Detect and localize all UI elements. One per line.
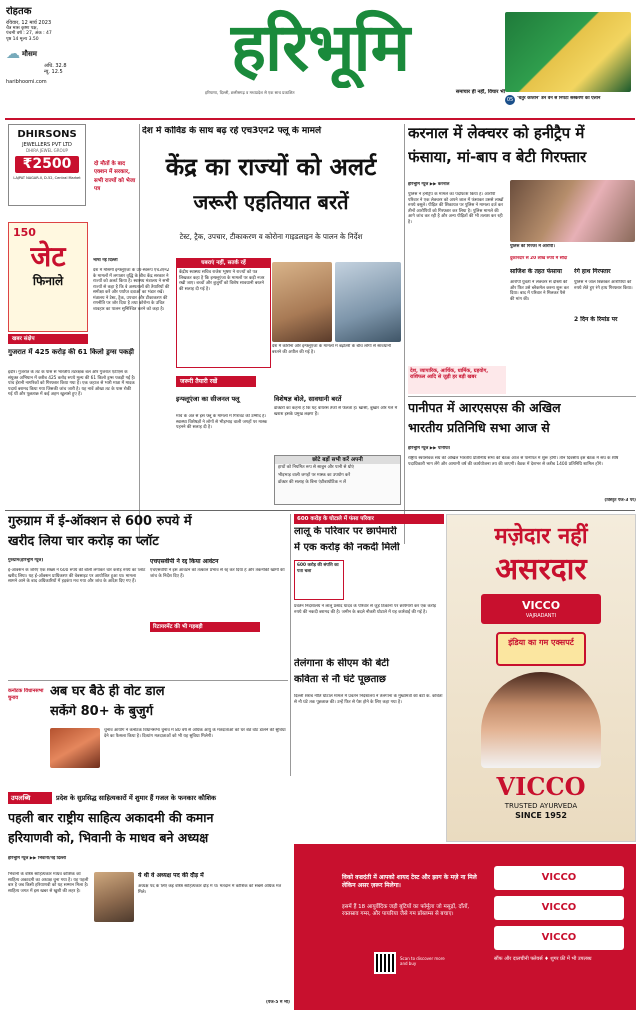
bottom-sub-text: अध्यक्ष पद के लिए कई वरिष्ठ साहित्यकार दौड़ में थे। मतदान में कौशिक को सबसे अधिक मत मिले। xyxy=(138,884,282,895)
edition-city: रोहतक xyxy=(6,6,32,17)
upper-section-rule xyxy=(5,510,635,511)
vicco-pack-2: VICCO xyxy=(494,896,624,920)
covid-col2-text: डॉक्टरों का कहना है कि यह वायरस तेजी से फैलता है। खांसी, बुखार और गले में खराश इसके प्रमुख लक्षण हैं। xyxy=(274,406,398,417)
karnal-img-caption: पुलिस की गिरफ्त में आरोपी। xyxy=(510,244,555,249)
ad-vicco xyxy=(446,514,636,842)
karnal-photo xyxy=(510,180,635,242)
karnal-bottom-rule xyxy=(408,396,636,397)
covid-headline-2: जरूरी एहतियात बरतें xyxy=(193,190,349,214)
bottom-byline: हरिभूमि न्यूज ▶▶ भिवानी/नई दिल्ली xyxy=(8,856,66,861)
vicco-pack-product: VAJRADANTI xyxy=(525,612,557,619)
lalu-headline-1: लालू के परिवार पर छापेमारी xyxy=(294,526,397,537)
masthead-logo xyxy=(170,8,470,88)
dhirsons-name: DHIRSONS xyxy=(17,129,77,140)
covid-byline: भाषा नई दिल्ली xyxy=(93,258,118,263)
panipat-headline-1: पानीपत में आरएसएस की अखिल xyxy=(408,400,561,415)
vicco-footer: सौंफ और दालचीनी फ्लेवर्स ♦ शुगर फ्री में भी उपलब्ध xyxy=(494,956,592,962)
logo-text: हरिभूमि xyxy=(230,8,410,86)
gurugram-sub2-head: रिटायरमेंट की भी गड़बड़ी xyxy=(150,622,260,632)
vote-body: चुनाव आयोग ने कर्नाटक विधानसभा चुनाव में 80 वर्ष से अधिक आयु के मतदाताओं को घर बैठे वोट डालने की सुविधा देने का फैसला किया है। दिव्यांग मतदाताओं को भी यह सुविधा मिलेगी। xyxy=(104,728,286,739)
vicco-model-photo xyxy=(481,672,601,768)
dhirsons-sub: JEWELLERS PVT LTD xyxy=(22,141,72,148)
karnal-note-2: 2 दिन के रिमांड पर xyxy=(574,316,618,323)
covid-banner: देश में कोविड के साथ बढ़ रहे एच3एन2 फ्लू के मामले xyxy=(142,126,322,136)
covid-col2-box-head: छोटे बड़ों सभी करें अपनी xyxy=(275,456,400,464)
covid-box-text: केंद्रीय स्वास्थ्य सचिव राजेश भूषण ने राज्यों को पत्र लिखकर कहा है कि इन्फ्लूएंजा के मामलों पर कड़ी नजर रखी जाए। बच्चों और बुजुर्गों को विशेष सावधानी बरतने की सलाह दी गई है। xyxy=(179,270,265,292)
karnal-sub1-head: साजिश के तहत फंसाया xyxy=(510,268,562,275)
mid-col-divider xyxy=(404,124,405,544)
covid-img-caption: देश में कोरोना और इन्फ्लूएंजा के मामलों में बढ़ोतरी के बीच लोगों से सावधानी बरतने की अपील की गई है। xyxy=(272,344,391,355)
covid-headline-1: केंद्र का राज्यों को अलर्ट xyxy=(165,153,377,181)
brief1-headline: गुजरात में 425 करोड़ की 61 किलो ड्रग्स पकड़ी xyxy=(8,348,134,356)
dhirsons-address: LAJPAT NAGAR-II, D-52, Central Market xyxy=(13,176,81,181)
telangana-headline-2: कविता से नौ घंटे पूछताछ xyxy=(294,674,386,685)
covid-box xyxy=(176,258,271,368)
edition-date: रविवार, 12 मार्च 2023 xyxy=(6,19,52,26)
covid-box-label: घबराएं नहीं, सतर्क रहें xyxy=(177,259,270,268)
telangana-headline-1: तेलंगाना के सीएम की बेटी xyxy=(294,658,389,669)
lalu-headline-2: में एक करोड़ की नकदी मिली xyxy=(294,542,400,553)
panipat-byline: हरिभूमि न्यूज ▶▶ पानीपत xyxy=(408,446,450,451)
vicco-bottom-band xyxy=(294,844,636,1010)
vicco-pack-1: VICCO xyxy=(494,866,624,890)
edition-line-2: पंचमी वर्ष : 27, अंक : 47 xyxy=(6,31,52,37)
weather-label: मौसम xyxy=(22,50,37,58)
karnal-strip: देश, व्यापारिक, आर्थिक, धार्मिक, ग्रहयोग, राशिफल आदि से जुड़ी हर बड़ी खबर xyxy=(408,366,506,394)
karnal-headline-2: फंसाया, मां-बाप व बेटी गिरफ्तार xyxy=(408,148,587,166)
cloud-icon: ☁ xyxy=(6,45,20,62)
masthead-left-info xyxy=(6,6,124,118)
vicco-bottom-text-2: इसमें हैं 18 आयुर्वेदिक जड़ी बूटियों का फॉर्मूला जो मसूढ़ों, दाँतों, रक्तस्राव गम्स, और पायरिया जैसे गम प्रॉब्लम्स से बचाए। xyxy=(342,904,470,917)
karnal-headline-1: करनाल में लेक्चरर को हनीट्रैप में xyxy=(408,124,585,142)
vicco-pack-3: VICCO xyxy=(494,926,624,950)
vote-tag: कर्नाटक विधानसभा चुनाव xyxy=(8,688,44,701)
dhirsons-offer: ₹2500 xyxy=(15,156,79,174)
bottom-body: भिवानी के वरिष्ठ साहित्यकार माधव कौशिक को साहित्य अकादमी का अध्यक्ष चुना गया है। यह पहली बार है जब किसी हरियाणवी को यह सम्मान मिला है। साहित्य जगत में इस खबर से खुशी की लहर है। xyxy=(8,872,89,894)
covid-bullet-2: भीड़भाड़ वाली जगहों पर मास्क का उपयोग करें xyxy=(278,472,351,478)
promo-badge: 05 xyxy=(506,97,514,103)
jet-subtitle: फिनाले xyxy=(32,273,64,288)
madhav-photo xyxy=(94,872,134,922)
covid-col2-box xyxy=(274,455,401,505)
edition-line-1: चैत्र मास कृष्ण पक्ष, xyxy=(6,25,38,31)
vicco-badge: इंडिया का गम एक्सपर्ट xyxy=(496,632,586,666)
gurugram-bottom-rule xyxy=(8,680,288,681)
khabar-label: खबर संक्षेप xyxy=(8,334,88,344)
lalu-body: प्रवर्तन निदेशालय ने लालू प्रसाद यादव के परिवार से जुड़े ठिकानों पर छापेमारी कर एक करोड़ रुपये की नकदी बरामद की है। जमीन के बदले नौकरी घोटाले में यह कार्रवाई की गई है। xyxy=(294,604,437,615)
gurugram-headline-2: खरीद लिया चार करोड़ का प्लॉट xyxy=(8,534,159,549)
bottom-source: (पेज-5 में भी) xyxy=(265,1000,290,1005)
gurugram-sub-head: एचएसवीपी ने रद्द किया आवंटन xyxy=(150,558,219,565)
karnal-body: पुलिस ने हनीट्रैप के मामले का पर्दाफाश किया है। आरोपी परिवार ने एक लेक्चरर को अपने जाल में फंसाकर उससे लाखों रुपये वसूले। पीड़ित की शिकायत पर पुलिस ने मामला दर्ज कर तीनों आरोपियों को गिरफ्तार कर लिया है। पुलिस मामले की आगे जांच कर रही है और अन्य पीड़ितों की भी तलाश कर रही है। xyxy=(408,192,504,225)
lalu-banner: 600 करोड़ के घोटाले में फंसा परिवार xyxy=(294,514,444,524)
scan-text: Scan to discover more and buy xyxy=(400,956,445,966)
covid-photo-2 xyxy=(335,262,401,342)
bottom-label: उपलब्धि xyxy=(8,792,52,804)
karnal-sub2-text: पुलिस ने जाल बिछाकर आरोपियों को रुपये लेते हुए रंगे हाथ गिरफ्तार किया। xyxy=(574,280,633,291)
temp-max: अधि. 32.8 xyxy=(44,63,67,70)
vicco-headline-1: मज़ेदार नहीं xyxy=(494,523,588,549)
covid-col1-text: मार्च के अंत से इस फ्लू के मामलों में गिरावट की उम्मीद है। स्वास्थ्य विशेषज्ञों ने लोगों से भीड़भाड़ वाली जगहों पर मास्क पहनने की सलाह दी है। xyxy=(176,414,268,431)
panipat-headline-2: भारतीय प्रतिनिधि सभा आज से xyxy=(408,420,550,435)
lower-divider-v xyxy=(290,514,291,776)
karnal-sub1-text: आरोपी युवती ने लेक्चरर से दोस्ती की और फिर उसे ब्लैकमेल करना शुरू कर दिया। बाद में परिवार ने मिलकर पैसे की मांग की। xyxy=(510,280,569,302)
gurugram-byline: गुरुग्राम(हरिभूमि न्यूज) xyxy=(8,558,44,563)
masthead-tagline-right: समाचार ही नहीं, विचार भी xyxy=(455,89,505,95)
karnal-note-1: दुकानदार से 20 लाख रुपये में सौदा xyxy=(510,256,568,261)
gurugram-body: ई-ऑक्शन के जरिए एक शख्स ने 600 रुपये की बोली लगाकर चार करोड़ रुपये का प्लॉट खरीद लिया। यह ई-ऑक्शन प्राधिकरण की वेबसाइट पर आयोजित हुआ था। मामला सामने आने के बाद अधिकारियों में हड़कंप मच गया और जांच के आदेश दिए गए हैं। xyxy=(8,568,146,585)
website: haribhoomi.com xyxy=(6,78,47,85)
jet-title: जेट xyxy=(30,239,66,273)
telangana-body: दिल्ली शराब नीति घोटाले मामले में प्रवर्तन निदेशालय ने तेलंगाना के मुख्यमंत्री की बेटी के. कविता से नौ घंटे तक पूछताछ की। उन्हें फिर से पेश होने के लिए कहा गया है। xyxy=(294,694,443,705)
ad-dhirsons xyxy=(8,124,86,206)
covid-bullet-1: हाथों को नियमित रूप से साबुन और पानी से धोएं xyxy=(278,465,354,470)
panipat-body: राष्ट्रीय स्वयंसेवक संघ की अखिल भारतीय प्रतिनिधि सभा की बैठक आज से पानीपत में शुरू होगी। तीन दिवसीय इस बैठक में संघ के शीर्ष पदाधिकारी भाग लेंगे और आगामी वर्ष की कार्ययोजना तय की जाएगी। बैठक में देशभर से करीब 1400 प्रतिनिधि शामिल होंगे। xyxy=(408,456,619,467)
qr-code-icon[interactable] xyxy=(374,952,396,974)
gurugram-sub-text: एचएसवीपी ने इस आवंटन को तत्काल प्रभाव से रद्द कर दिया है और तकनीकी खामी की जांच के निर्देश दिए हैं। xyxy=(150,568,285,579)
vicco-headline-2: असरदार xyxy=(495,551,587,587)
brief1-text: इंदौर। गुजरात के तट के पास से भारतीय तटरक्षक बल और गुजरात एटीएस के संयुक्त अभियान में करीब 425 करोड़ रुपये मूल्य की 61 किलो ड्रग्स पकड़ी गई है। पांच ईरानी नागरिकों को गिरफ्तार किया गया है। एक जहाज से भारी मात्रा में मादक पदार्थ बरामद किया गया जिसकी जांच जारी है। यह नावें ओखा तट के पास रोकी गई थीं और पूछताछ में कई अहम खुलासे हुए हैं। xyxy=(8,370,136,398)
covid-bullet-3: डॉक्टर की सलाह के बिना एंटीबायोटिक न लें xyxy=(278,480,346,486)
vicco-trusted: TRUSTED AYURVEDA xyxy=(504,802,578,810)
bottom-headline-2: हरियाणवी को, भिवानी के माधव बने अध्यक्ष xyxy=(8,830,209,845)
covid-subhead: टेस्ट, ट्रैक, उपचार, टीकाकरण व कोरोना गाइडलाइन के पालन के निर्देश xyxy=(179,232,363,241)
ad-jet-finale xyxy=(8,222,88,332)
masthead-divider xyxy=(5,118,635,120)
covid-photo-1 xyxy=(272,262,332,342)
bottom-banner: प्रदेश के सुप्रसिद्ध साहित्यकारों में शुमार हैं गजल के फनकार कौशिक xyxy=(56,794,217,802)
vicco-pack-brand: VICCO xyxy=(521,599,561,612)
jet-number: 150 xyxy=(13,226,36,239)
dhirsons-sub2: DHIRA JEWEL GROUP xyxy=(26,147,68,153)
cricket-promo-photo xyxy=(505,12,631,92)
left-callout: दो मौतों के बाद एक्शन में सरकार, सभी राज्यों को भेजा पत्र xyxy=(94,161,136,192)
covid-body: देश में मौसमी इन्फ्लूएंजा के उप-स्वरूप एच3एन2 के मामलों में लगातार वृद्धि के बीच केंद्र सरकार ने राज्यों को अलर्ट किया है। स्वास्थ्य मंत्रालय ने सभी राज्यों से कहा है कि वे अस्पतालों की तैयारियों की समीक्षा करें और पर्याप्त दवाओं का भंडार रखें। मंत्रालय ने टेस्ट, ट्रैक, उपचार और टीकाकरण की रणनीति पर जोर दिया है तथा कोरोना के उचित व्यवहार का पालन सुनिश्चित करने को कहा है। xyxy=(93,268,170,313)
covid-col2-head: विशेषज्ञ बोले, सावधानी बरतें xyxy=(274,395,342,403)
masthead-tagline-left: हरियाणा, दिल्ली, छत्तीसगढ़ व मध्यप्रदेश से एक साथ प्रकाशित xyxy=(205,90,295,95)
temp-min: न्यू. 12.5 xyxy=(44,69,63,76)
vicco-since: SINCE 1952 xyxy=(515,810,567,820)
karnal-byline: हरिभूमि न्यूज ▶▶ करनाल xyxy=(408,182,450,187)
vicco-product-pack xyxy=(481,594,601,624)
vote-photo xyxy=(50,728,100,768)
edition-line-3: पृष्ठ 14 मूल्य 3.50 xyxy=(6,37,39,42)
covid-needed-label: जरूरी तैयारी रखें xyxy=(176,376,256,387)
panipat-source: (विस्तृत पेज-3 पर) xyxy=(604,498,636,503)
lalu-side-box: 600 करोड़ की संपत्ति का पता चला xyxy=(294,560,344,600)
karnal-sub2-head: रंगे हाथ गिरफ्तार xyxy=(574,268,611,275)
vicco-logo: VICCO xyxy=(496,772,586,801)
promo-text: 'चतुर कप्तान' डेन वैन से निपटा संस्करण का ऐलान xyxy=(517,96,601,101)
gurugram-headline-1: गुरुग्राम में ई-ऑक्शन से 600 रुपये में xyxy=(8,514,192,529)
covid-col1-head: इन्फ्लूएंजा का सीजनल फ्लू xyxy=(176,395,240,403)
bottom-sub-head: ये थी वे अध्यक्ष पद की दौड़ में xyxy=(138,872,204,879)
vote-headline-1: अब घर बैठे ही वोट डाल xyxy=(50,684,165,699)
bottom-headline-1: पहली बार राष्ट्रीय साहित्य अकादमी की कमान xyxy=(8,810,214,825)
vote-headline-2: सकेंगे 80+ के बुजुर्ग xyxy=(50,704,154,719)
vicco-bottom-text: विको वज्रदंती में आपको शायद टेस्ट और झाग के मज़े ना मिले लेकिन असर ज़रूर मिलेगा। xyxy=(342,874,477,889)
